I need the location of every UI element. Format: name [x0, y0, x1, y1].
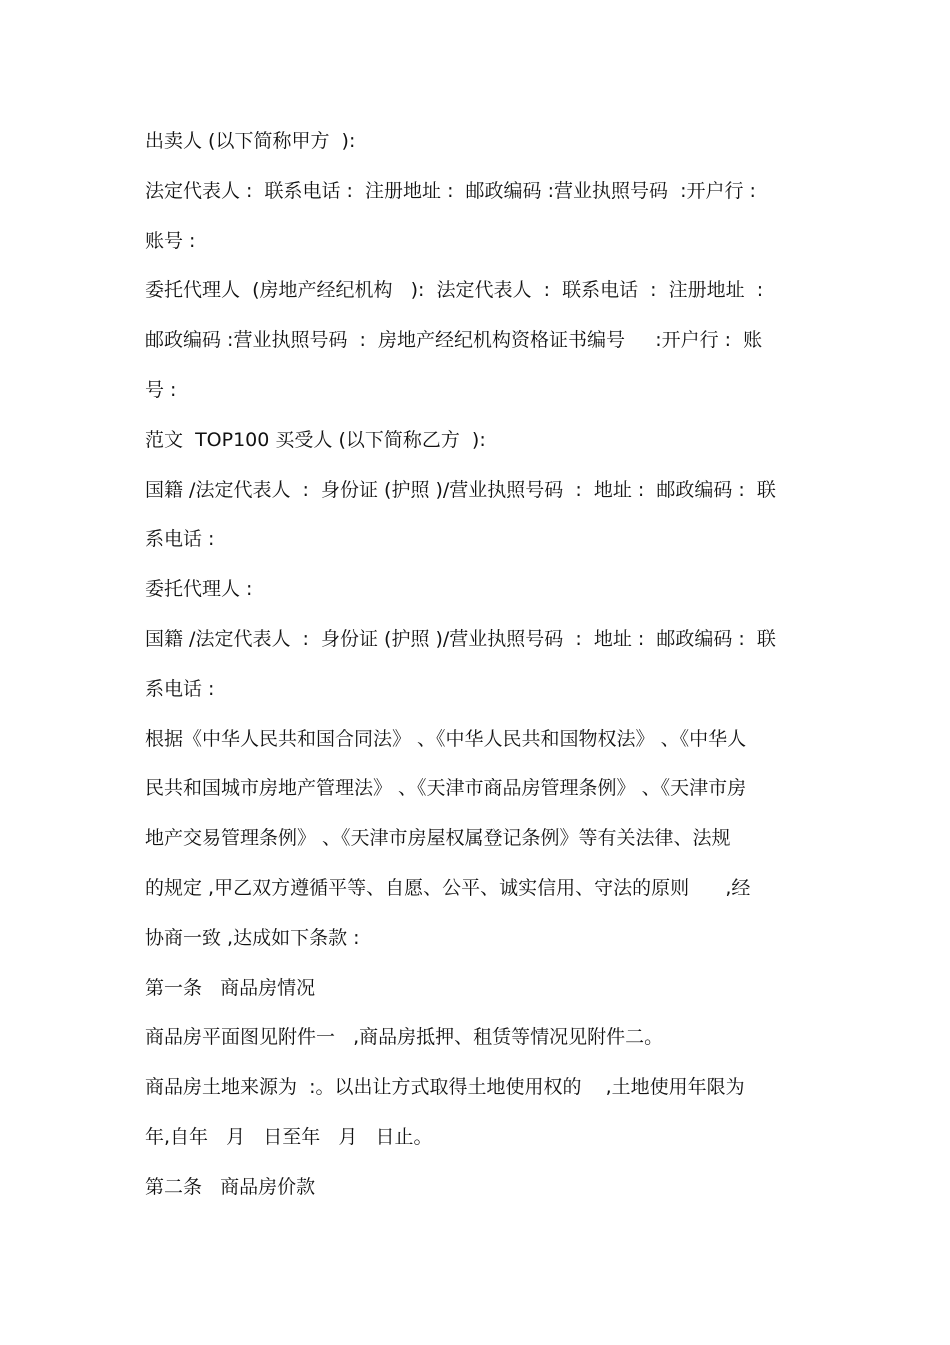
seller-fields-line-2: 账号 : [145, 229, 196, 252]
preamble-line-1: 根据《中华人民共和国合同法》 、《中华人民共和国物权法》 、《中华人 [145, 727, 747, 750]
article-1-paragraph-1: 商品房平面图见附件一 ,商品房抵押、租赁等情况见附件二。 [145, 1026, 664, 1049]
seller-fields-line-1: 法定代表人 : 联系电话 : 注册地址 : 邮政编码 :营业执照号码 :开户行 : [145, 179, 756, 202]
preamble-line-5: 协商一致 ,达成如下条款 : [145, 926, 360, 949]
article-2-heading: 第二条 商品房价款 [145, 1175, 316, 1198]
agent-fields-line-3: 号 : [145, 378, 177, 401]
agent-fields-line-2: 邮政编码 :营业执照号码 : 房地产经纪机构资格证书编号 :开户行 : 账 [145, 329, 763, 352]
article-1-paragraph-2-line-2: 年,自年 月 日至年 月 日止。 [145, 1125, 433, 1148]
seller-heading: 出卖人 (以下简称甲方 ): [145, 130, 356, 152]
agent-fields-line-1: 委托代理人 (房地产经纪机构 ): 法定代表人 : 联系电话 : 注册地址 : [145, 279, 764, 302]
article-1-paragraph-2-line-1: 商品房土地来源为 :。以出让方式取得土地使用权的 ,土地使用年限为 [145, 1076, 745, 1099]
preamble-line-4: 的规定 ,甲乙双方遵循平等、自愿、公平、诚实信用、守法的原则 ,经 [145, 876, 751, 899]
document-body [145, 117, 813, 1213]
buyer-heading: 范文 TOP100 买受人 (以下简称乙方 ): [145, 428, 486, 451]
preamble-line-3: 地产交易管理条例》 、《天津市房屋权属登记条例》等有关法律、法规 [145, 827, 731, 850]
buyer-agent-fields-line-1: 国籍 /法定代表人 : 身份证 (护照 )/营业执照号码 : 地址 : 邮政编码 : 联 [145, 627, 776, 650]
article-1-heading: 第一条 商品房情况 [145, 976, 316, 999]
buyer-agent-heading: 委托代理人 : [145, 578, 253, 601]
buyer-fields-line-2: 系电话 : [145, 528, 215, 551]
preamble-line-2: 民共和国城市房地产管理法》 、《天津市商品房管理条例》 、《天津市房 [145, 777, 747, 800]
buyer-fields-line-1: 国籍 /法定代表人 : 身份证 (护照 )/营业执照号码 : 地址 : 邮政编码 : 联 [145, 478, 776, 501]
buyer-agent-fields-line-2: 系电话 : [145, 677, 215, 700]
